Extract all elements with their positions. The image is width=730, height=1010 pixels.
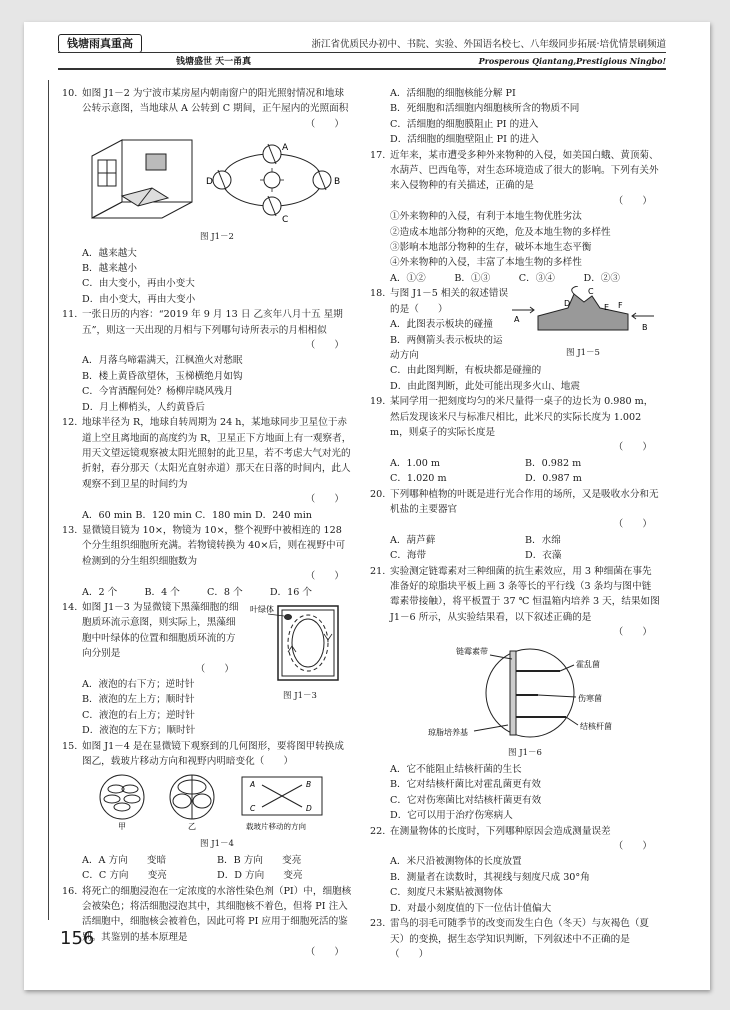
header-rule [58,52,666,53]
option-a[interactable]: A．米尺沿被测物体的长度放置 [390,856,522,868]
option-d[interactable]: D．0.987 m [525,473,582,485]
question-10: 10. 如图 J1－2 为宁波市某房屋内朝南窗户的阳光照射情况和地球公转示意图，当地球从 A 公转到 C 期间，正午屋内的光照面积 （ ） A B C D 图 J1－2 A．越来越大 B．越来越小 C．由大变小，再由小变大 D．由小变大，再由大变小 [62,86,352,307]
agar-plate-diagram [390,645,650,741]
answer-blank: （ ） [390,948,429,960]
header-title-en: Prosperous Qiantang,Prestigious Ningbo! [478,56,666,66]
tuberculosis-label: 结核杆菌 [580,721,612,731]
option-a[interactable]: A．葫芦藓 [390,534,436,546]
answer-blank: （ ） [613,195,652,207]
option-c[interactable]: C．液泡的右上方；逆时针 [82,709,195,721]
plate-label-f: F [618,301,623,311]
question-17: 17. 近年来，某市遭受多种外来物种的入侵，如美国白蛾、黄顶菊、水葫芦、巴西龟等，对生态环境造成了很大的影响。下列有关外来入侵物种的有关描述，正确的是 （ ） ①外来物种的入侵，有利于本地生物优胜劣汰 ②造成本地部分物种的灭绝，危及本地生物的多样性 ③影响本地部分物种的生存，破坏本地生态平衡 ④外来物种的入侵，丰富了本地生物的多样性 A．①② B．①③ C．③④ D．②③ [370,148,660,287]
option-c[interactable]: C．刻度尺未紧贴被测物体 [390,887,503,899]
header-rule-bold [58,68,666,70]
option-b[interactable]: B．死细胞和活细胞内细胞核所含的物质不同 [390,103,580,115]
option-d[interactable]: D．16 个 [269,586,312,598]
question-15: 15. 如图 J1－4 是在显微镜下观察到的几何图形，要将图甲转换成图乙，载玻片移动方向和视野内明暗变化（ ） 甲 乙 载玻片移动的方向 A B C D 图 J1－4 A．A 方向 变暗 B．B 方向 变亮 C．C 方向 变亮 D．D 方向 变亮 [62,739,352,884]
option-d[interactable]: D．对最小刻度值的下一位估计值偏大 [390,902,552,914]
option-b[interactable]: B．越来越小 [82,263,138,275]
question-21: 21. 实验测定链霉素对三种细菌的抗生素效应，用 3 种细菌在事先准备好的琼脂块平板上画 3 条等长的平行线（3 条均与图中链霉素带接触），将平板置于 37 ℃ 恒温箱内培养 3 天，结果如图 J1－6 所示，从实验结果看，以下叙述正确的是 （ ） 链霉素带 霍乱菌 伤寒菌 结核杆菌 琼脂培养基 图 J1－6 A．它不能阻止结核杆菌的生长 B．它对结核杆菌比对霍乱菌更有效 C．它对伤寒菌比对结核杆菌更有效 D．它可以用于治疗伤寒病人 [370,564,660,824]
option-b[interactable]: B．①③ [454,272,491,284]
house-orbit-diagram [82,136,342,224]
answer-blank: （ ） [305,494,344,506]
option-b[interactable]: B．两侧箭头表示板块的运动方向 [390,334,503,361]
arrow-label-c: C [250,804,256,814]
header-slogan: 钱塘盛世 天一甬真 [176,57,252,67]
option-a[interactable]: A．它不能阻止结核杆菌的生长 [390,764,522,776]
plate-label-b: B [642,323,648,333]
option-d[interactable]: D．由小变大，再由大变小 [82,293,196,305]
option-c[interactable]: C．海带 [390,550,427,562]
question-text: 如图 J1－3 为显微镜下黑藻细胞的细胞质环流示意图，则实际上，黑藻细胞中叶绿体的位置和细胞质环流的方向分别是 [82,601,239,660]
chloroplast-label: 叶绿体 [250,604,274,614]
answer-blank: （ ） [409,303,448,315]
answer-blank: （ ） [305,118,344,130]
figure-j1-6 [390,645,660,760]
option-d[interactable]: D．活细胞的细胞壁阻止 PI 的进入 [390,134,539,146]
option-d[interactable]: D．它可以用于治疗伤寒病人 [390,810,513,822]
option-b[interactable]: B．楼上黄昏欲望休，玉梯横绝月如钩 [82,370,243,382]
option-d[interactable]: D．240 min [254,509,312,521]
option-a[interactable]: A．越来越大 [82,247,137,259]
answer-blank: （ ） [305,947,344,959]
question-text: 与图 J1－5 相关的叙述错误的是 [390,288,509,315]
figure-caption: 图 J1－5 [566,347,600,358]
question-text: 雷鸟的羽毛可随季节的改变而发生白色（冬天）与灰褐色（夏天）的变换，据生态学知识判断，下列叙述中不正确的是 [390,918,650,945]
microscope-shapes-diagram [82,773,342,831]
option-a[interactable]: A．活细胞的细胞核能分解 PI [390,88,516,99]
option-c[interactable]: C．1.020 m [390,473,447,485]
figure-label-yi: 乙 [188,822,196,832]
option-b[interactable]: B．0.982 m [525,457,582,469]
orbit-label-d: D [206,177,213,188]
option-b[interactable]: B．水绵 [525,534,561,546]
plate-label-c: C [588,287,594,297]
left-column [62,86,352,961]
plate-label-d: D [564,299,571,309]
option-c[interactable]: C．180 min [195,509,252,521]
arrow-label-a: A [250,780,256,790]
option-a[interactable]: A．液泡的右下方；逆时针 [82,679,195,690]
question-text: 如图 J1－4 是在显微镜下观察到的几何图形，要将图甲转换成图乙，载玻片移动方向和视野内明暗变化（ ） [82,740,344,768]
arrow-label-d: D [306,804,312,814]
answer-blank: （ ） [305,571,344,583]
answer-blank: （ ） [613,841,652,853]
orbit-label-c: C [282,215,289,225]
plate-collision-diagram [508,286,658,340]
figure-j1-2 [82,136,352,243]
figure-caption: 图 J1－3 [283,691,317,702]
agar-medium-label: 琼脂培养基 [428,727,468,737]
option-b[interactable]: B．液泡的左上方；顺时针 [82,694,195,706]
question-text: 实验测定链霉素对三种细菌的抗生素效应，用 3 种细菌在事先准备好的琼脂块平板上画 3 条等长的平行线（3 条均与图中链霉素带接触），将平板置于 37 ℃ 恒温箱内培养 3 天，结果如图 J1－6 所示，从实验结果看，以下叙述正确的是 [390,565,660,623]
cell-streaming-diagram [250,602,350,684]
series-badge: 钱塘雨真重高 [58,34,142,53]
option-a[interactable]: A．1.00 m [390,457,441,469]
arrow-label-b: B [306,780,312,790]
option-c[interactable]: C．活细胞的细胞膜阻止 PI 的进入 [390,118,539,130]
question-23: 23. 雷鸟的羽毛可随季节的改变而发生白色（冬天）与灰褐色（夏天）的变换，据生态学知识判断，下列叙述中不正确的是（ ） [370,918,650,960]
answer-blank: （ ） [613,442,652,454]
option-a[interactable]: A．60 min [82,509,133,521]
option-d[interactable]: D．②③ [583,272,620,284]
question-14: 14. 如图 J1－3 为显微镜下黑藻细胞的细胞质环流示意图，则实际上，黑藻细胞中叶绿体的位置和细胞质环流的方向分别是 （ ） 叶绿体 图 J1－3 A．液泡的右下方；逆时针 B．液泡的左上方；顺时针 C．液泡的右上方；逆时针 D．液泡的左下方；顺时针 [62,600,352,739]
figure-caption: 图 J1－4 [200,838,234,849]
figure-j1-5 [508,286,658,359]
answer-blank: （ ） [305,340,344,352]
option-d[interactable]: D．液泡的左下方；顺时针 [82,725,196,737]
question-16: 16. 将死亡的细胞浸泡在一定浓度的水溶性染色剂（PI）中，细胞核会被染色；将活细胞浸泡其中，其细胞核不着色，但将 PI 注入活细胞中，细胞核会被着色，因此可将 PI 应用于细胞死活的鉴别。其鉴别的基本原理是 （ ） [62,884,352,961]
question-12: 12. 地球半径为 R，地球自转周期为 24 h，某地球同步卫星位于赤道上空且离地面的高度约为 R，卫星正下方地面上有一观察者，用天文望远镜观察被太阳光照射的此卫星，若不考虑大气对光的折射，春分那天（太阳光直射赤道）那天在日落的时间内，此人观察不到卫星的时间约为 （ ） A．60 min B．120 min C．180 min D．240 min [62,415,352,523]
option-d[interactable]: D．月上柳梢头，人约黄昏后 [82,401,205,413]
question-text: 如图 J1－2 为宁波市某房屋内朝南窗户的阳光照射情况和地球公转示意图，当地球从 A 公转到 C 期间，正午屋内的光照面积 [82,88,349,115]
figure-caption: 图 J1－2 [200,231,234,242]
option-c[interactable]: C．它对伤寒菌比对结核杆菌更有效 [390,794,542,806]
option-c[interactable]: C．C 方向 变亮 [82,870,167,882]
question-text: 将死亡的细胞浸泡在一定浓度的水溶性染色剂（PI）中，细胞核会被染色；将活细胞浸泡其中，其细胞核不着色，但将 PI 注入活细胞中，细胞核会被着色，因此可将 PI 应用于细胞死活的鉴别。其鉴别的基本原理是 [82,885,352,943]
option-c[interactable]: C．由大变小，再由小变大 [82,278,195,290]
answer-blank: （ ） [195,663,234,675]
figure-caption: 图 J1－6 [508,748,542,759]
answer-blank: （ ） [613,519,652,531]
figure-j1-4 [82,773,352,850]
page-margin-line [48,80,49,920]
page-header [58,34,666,70]
option-a[interactable]: A．此图表示板块的碰撞 [390,319,493,331]
question-13: 13. 显微镜目镜为 10×，物镜为 10×，整个视野中被相连的 128 个分生组织细胞所充满。若物镜转换为 40×后，则在视野中可检测到的分生组织细胞数为 （ ） A．2 个 B．4 个 C．8 个 D．16 个 [62,523,352,600]
cholera-label: 霍乱菌 [576,659,600,669]
option-a[interactable]: A．月落乌啼霜满天，江枫渔火对愁眠 [82,355,243,367]
option-b[interactable]: B．B 方向 变亮 [217,854,302,866]
typhoid-label: 伤寒菌 [578,693,602,703]
option-b[interactable]: B．测量者在读数时，其视线与刻度尺成 30°角 [390,871,590,883]
question-text: 在测量物体的长度时，下列哪种原因会造成测量误差 [390,825,611,837]
statement-4: ④外来物种的入侵，丰富了本地生物的多样性 [390,257,582,269]
question-text: 某同学用一把刻度均匀的米尺量得一桌子的边长为 0.980 m，然后发现该米尺与标准尺相比，此米尺的实际长度为 1.002 m，则桌子的实际长度是 [390,396,654,438]
question-22: 22. 在测量物体的长度时，下列哪种原因会造成测量误差 （ ） A．米尺沿被测物体的长度放置 B．测量者在读数时，其视线与刻度尺成 30°角 C．刻度尺未紧贴被测物体 D．对最小刻度值的下一位估计值偏大 [370,824,660,916]
option-a[interactable]: A．2 个 [82,586,118,598]
question-text: 近年来，某市遭受多种外来物种的入侵，如美国白蛾、黄顶菊、水葫芦、巴西龟等，对生态环境造成了很大的影响。下列有关外来入侵物种的有关描述，正确的是 [390,149,659,192]
streptomycin-strip-label: 链霉素带 [456,646,488,656]
option-d[interactable]: D．由此图判断，此处可能出现多火山、地震 [390,380,580,392]
option-c[interactable]: C．③④ [518,272,555,284]
orbit-label-a: A [282,143,289,154]
plate-label-e: E [604,303,610,313]
question-text: 地球半径为 R，地球自转周期为 24 h，某地球同步卫星位于赤道上空且离地面的高度约为 R，卫星正下方地面上有一观察者，用天文望远镜观察被太阳光照射的此卫星，若不考虑大气对光的折射，春分那天（太阳光直射赤道）那天在日落的时间内，此人观察不到卫星的时间约为 [82,417,352,490]
question-19: 19. 某同学用一把刻度均匀的米尺量得一桌子的边长为 0.980 m，然后发现该米尺与标准尺相比，此米尺的实际长度为 1.002 m，则桌子的实际长度是 （ ） A．1.00 m B．0.982 m C．1.020 m D．0.987 m [370,394,660,486]
figure-j1-3 [250,602,350,703]
right-column [370,86,660,962]
option-c[interactable]: C．由此图判断，有板块都是碰撞的 [390,365,542,377]
question-text: 下列哪种植物的叶既是进行光合作用的场所，又是吸收水分和无机盐的主要器官 [390,488,659,515]
option-a[interactable]: A．A 方向 变暗 [82,854,167,866]
slide-direction-label: 载玻片移动的方向 [246,822,306,832]
option-b[interactable]: B．4 个 [144,586,180,598]
question-text: 一张日历的内容：“2019 年 9 月 13 日 乙亥年八月十五 星期五”，则这一天出现的月相与下列哪句诗所表示的月相相似 [82,309,343,336]
question-20: 20. 下列哪种植物的叶既是进行光合作用的场所，又是吸收水分和无机盐的主要器官 （ ） A．葫芦藓 B．水绵 C．海带 D．衣藻 [370,487,660,564]
statement-3: ③影响本地部分物种的生存，破坏本地生态平衡 [390,242,592,254]
question-16-options [370,86,660,148]
header-title: 浙江省优质民办初中、书院、实验、外国语名校七、八年级同步拓展·培优情景刷频道 [311,39,666,50]
plate-label-a: A [514,315,520,325]
statement-1: ①外来物种的入侵，有利于本地生物优胜劣汰 [390,211,582,223]
option-c[interactable]: C．今宵酒醒何处？杨柳岸晓风残月 [82,386,234,398]
option-a[interactable]: A．①② [390,272,426,284]
question-11: 11. 一张日历的内容：“2019 年 9 月 13 日 乙亥年八月十五 星期五”，则这一天出现的月相与下列哪句诗所表示的月相相似 （ ） A．月落乌啼霜满天，江枫渔火对愁眠 B．楼上黄昏欲望休，玉梯横绝月如钩 C．今宵酒醒何处？杨柳岸晓风残月 D．月上柳梢头，人约黄昏后 [62,307,352,415]
option-b[interactable]: B．它对结核杆菌比对霍乱菌更有效 [390,779,541,791]
question-18: 18. 与图 J1－5 相关的叙述错误的是（ ） A．此图表示板块的碰撞 B．两侧箭头表示板块的运动方向 A B C D E F 图 J1－5 C．由此图判断，有板块都是碰撞的 D．由此图判断，此处可能出现多火山、地震 [370,286,660,394]
option-d[interactable]: D．衣藻 [525,550,562,562]
option-b[interactable]: B．120 min [135,509,192,521]
figure-label-jia: 甲 [118,822,126,832]
page-number: 156 [60,928,95,949]
option-c[interactable]: C．8 个 [207,586,243,598]
option-d[interactable]: D．D 方向 变亮 [217,870,303,882]
answer-blank: （ ） [613,627,652,639]
statement-2: ②造成本地部分物种的灭绝，危及本地生物的多样性 [390,226,611,238]
question-text: 显微镜目镜为 10×，物镜为 10×，整个视野中被相连的 128 个分生组织细胞所充满。若物镜转换为 40×后，则在视野中可检测到的分生组织细胞数为 [82,524,346,567]
orbit-label-b: B [334,177,341,188]
